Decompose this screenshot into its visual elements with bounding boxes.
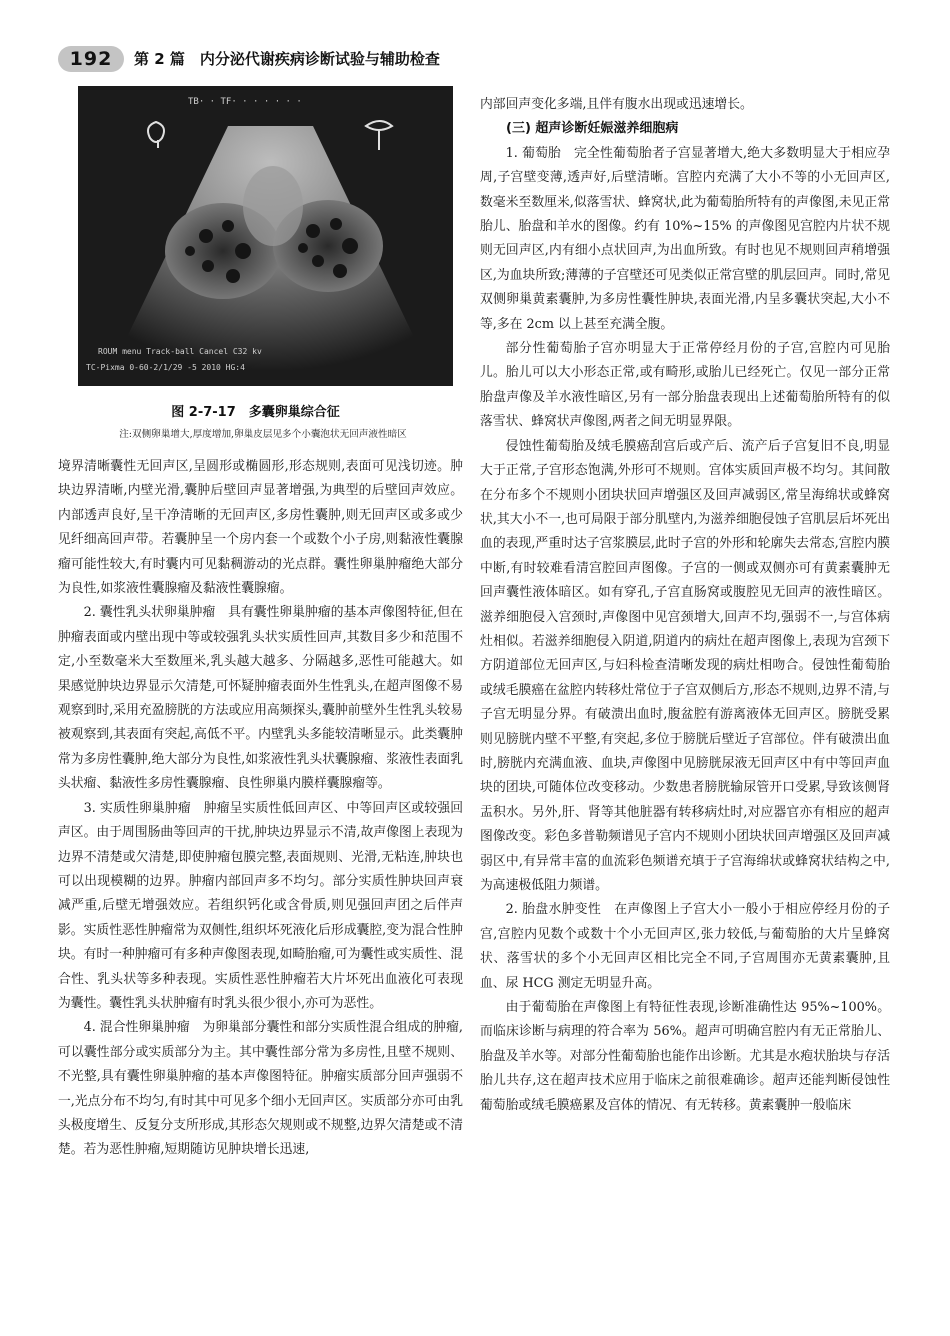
part-title: 第 2 篇 内分泌代谢疾病诊断试验与辅助检查 <box>134 50 440 68</box>
page-header <box>58 40 898 80</box>
paragraph: 3. 实质性卵巢肿瘤 肿瘤呈实质性低回声区、中等回声区或较强回声区。由于周围肠曲等回声的干扰,肿块边界显示不清,故声像图上表现为边界不清楚或欠清楚,即使肿瘤包膜完整,表面规则、光滑,无粘连,肿块也可以出现模糊的边界。肿瘤内部回声多不均匀。部分实质性肿块回声衰减严重,后壁无增强效应。若组织钙化或含骨质,则见强回声团之后伴声影。实质性恶性肿瘤常为双侧性,组织坏死液化后形成囊腔,变为混合性肿块。有时一种肿瘤可有多种声像图表现,如畸胎瘤,可为囊性或实质性、混合性、乳头状等多种表现。实质性恶性肿瘤若大片坏死出血液化可表现为囊性。囊性乳头状肿瘤有时乳头很少很小,亦可为恶性。 <box>58 800 463 1011</box>
paragraph: 2. 胎盘水肿变性 在声像图上子宫大小一般小于相应停经月份的子宫,宫腔内见数个或数十个小无回声区,张力较低,与葡萄胎的大片呈蜂窝状、落雪状的多个小无回声区相比完全不同,子宫周围亦无黄素囊肿,且血、尿 HCG 测定无明显升高。 <box>480 902 890 991</box>
section-heading: (三) 超声诊断妊娠滋养细胞病 <box>506 121 679 137</box>
overlay-bottom-text-2: TC-Pixma 0-60-2/1/29 -5 2010 HG:4 <box>86 363 245 372</box>
right-column <box>480 93 890 1118</box>
overlay-top-text: TB· · TF· · · · · · · <box>188 97 302 107</box>
page-number: 192 <box>58 46 124 72</box>
figure-note: 注:双侧卵巢增大,厚度增加,卵巢皮层见多个小囊泡状无回声液性暗区 <box>119 429 407 440</box>
paragraph: 1. 葡萄胎 完全性葡萄胎者子宫显著增大,绝大多数明显大于相应孕周,子宫壁变薄,透声好,后壁清晰。宫腔内充满了大小不等的小无回声区,数毫米至数厘米,似落雪状、蜂窝状,此为葡萄胎所特有的声像图,未见正常胎儿、胎盘和羊水的图像。约有 10%~15% 的声像图见宫腔内片状不规则无回声区,内有细小点状回声,为出血所致。有时也见不规则回声稍增强区,为血块所致;薄薄的子宫壁还可见类似正常宫壁的肌层回声。同时,常见双侧卵巢黄素囊肿,为多房性囊性肿块,表面光滑,内呈多囊状突起,大小不等,多在 2cm 以上甚至充满全腹。 <box>480 145 890 332</box>
overlay-bottom-text-1: ROUM menu Track-ball Cancel C32 kv <box>98 347 262 356</box>
paragraph: 侵蚀性葡萄胎及绒毛膜癌刮宫后或产后、流产后子宫复旧不良,明显大于正常,子宫形态饱满,外形可不规则。宫体实质回声极不均匀。其间散在分布多个不规则小团块状回声增强区及回声减弱区,常呈海绵状或蜂窝状,其大小不一,也可局限于部分肌壁内,为滋养细胞侵蚀子宫肌层后坏死出血的表现,严重时达子宫浆膜层,此时子宫的外形和轮廓失去常态,宫腔内膜中断,有时较难看清宫腔回声图像。子宫的一侧或双侧亦可有黄素囊肿无回声囊性液体暗区。如有穿孔,子宫直肠窝或腹腔见无回声的液性暗区。滋养细胞侵入宫颈时,声像图中见宫颈增大,回声不均,强弱不一,与宫体病灶相似。若滋养细胞侵入阴道,阴道内的病灶在超声图像上,表现为宫颈下方阴道部位无回声区,与妇科检查清晰发现的病灶相吻合。侵蚀性葡萄胎或绒毛膜癌在盆腔内转移灶常位于子宫双侧后方,形态不规则,边界不清,与子宫无明显分界。有破溃出血时,腹盆腔有游离液体无回声区。膀胱受累则见膀胱内壁不平整,有突起,多位于膀胱后壁近子宫部位。伴有破溃出血时,膀胱内充满血液、血块,声像图中见膀胱尿液无回声区中有中等回声血块的团块,可随体位改变移动。少数患者膀胱输尿管开口受累,导致该侧肾盂积水。另外,肝、肾等其他脏器有转移病灶时,对应器官亦有相应的超声图像改变。彩色多普勒频谱见子宫内不规则小团块状回声增强区及回声减弱区中,有异常丰富的血流彩色频谱充填于子宫海绵状或蜂窝状结构之中,为高速极低阻力频谱。 <box>480 438 890 893</box>
paragraph: 境界清晰囊性无回声区,呈圆形或椭圆形,形态规则,表面可见浅切迹。肿块边界清晰,内壁光滑,囊肿后壁回声显著增强,为典型的后壁回声效应。内部透声良好,呈干净清晰的无回声区,多房性囊肿,则无回声区或多或少见纤细高回声带。若囊肿呈一个房内套一个或数个小子房,则黏液性囊腺瘤可能性较大,有时囊内可见黏稠游动的光点群。囊性卵巢肿瘤绝大部分为良性,如浆液性囊腺瘤及黏液性囊腺瘤。 <box>58 459 463 597</box>
left-column <box>58 455 463 1163</box>
paragraph: 内部回声变化多端,且伴有腹水出现或迅速增长。 <box>480 97 753 112</box>
paragraph: 由于葡萄胎在声像图上有特征性表现,诊断准确性达 95%~100%。而临床诊断与病理的符合率为 56%。超声可明确宫腔内有无正常胎儿、胎盘及羊水等。对部分性葡萄胎也能作出诊断。尤其是水疱状胎块与存活胎儿共存,这在超声技术应用于临床之前很难确诊。超声还能判断侵蚀性葡萄胎或绒毛膜癌累及宫体的情况、有无转移。黄素囊肿一般临床 <box>480 1000 890 1113</box>
paragraph: 部分性葡萄胎子宫亦明显大于正常停经月份的子宫,宫腔内可见胎儿。胎儿可以大小形态正常,或有畸形,或胎儿已经死亡。仅见一部分正常胎盘声像及羊水液性暗区,另有一部分胎盘表现出上述葡萄胎所特有的似落雪状、蜂窝状声像图,两者之间无明显界限。 <box>480 341 890 430</box>
figure-caption: 图 2-7-17 多囊卵巢综合征 <box>171 405 340 420</box>
ultrasound-image <box>78 86 453 386</box>
paragraph: 4. 混合性卵巢肿瘤 为卵巢部分囊性和部分实质性混合组成的肿瘤,可以囊性部分或实质部分为主。其中囊性部分常为多房性,且壁不规则、不光整,具有囊性卵巢肿瘤的基本声像图特征。肿瘤实质部分回声强弱不一,光点分布不均匀,有时其中可见多个细小无回声区。实质部分亦可由乳头极度增生、反复分支所形成,其形态欠规则或不规整,边界欠清楚或不清楚。若为恶性肿瘤,短期随访见肿块增长迅速, <box>58 1020 463 1158</box>
paragraph: 2. 囊性乳头状卵巢肿瘤 具有囊性卵巢肿瘤的基本声像图特征,但在肿瘤表面或内壁出现中等或较强乳头状实质性回声,其数目多少和范围不定,小至数毫米大至数厘米,乳头越大越多、分隔越多,恶性可能越大。如果感觉肿块边界显示欠清楚,可怀疑肿瘤表面外生性乳头,在超声图像不易观察到时,采用充盈膀胱的方法或应用高频探头,囊肿前壁外生性乳头较易被观察到,其表面有突起,高低不平。内壁乳头多能较清晰显示。此类囊肿常为多房性囊肿,绝大部分为良性,如浆液性乳头状囊腺瘤、浆液性表面乳头状瘤、黏液性多房性囊腺瘤、良性卵巢内膜样囊腺瘤等。 <box>58 605 463 792</box>
